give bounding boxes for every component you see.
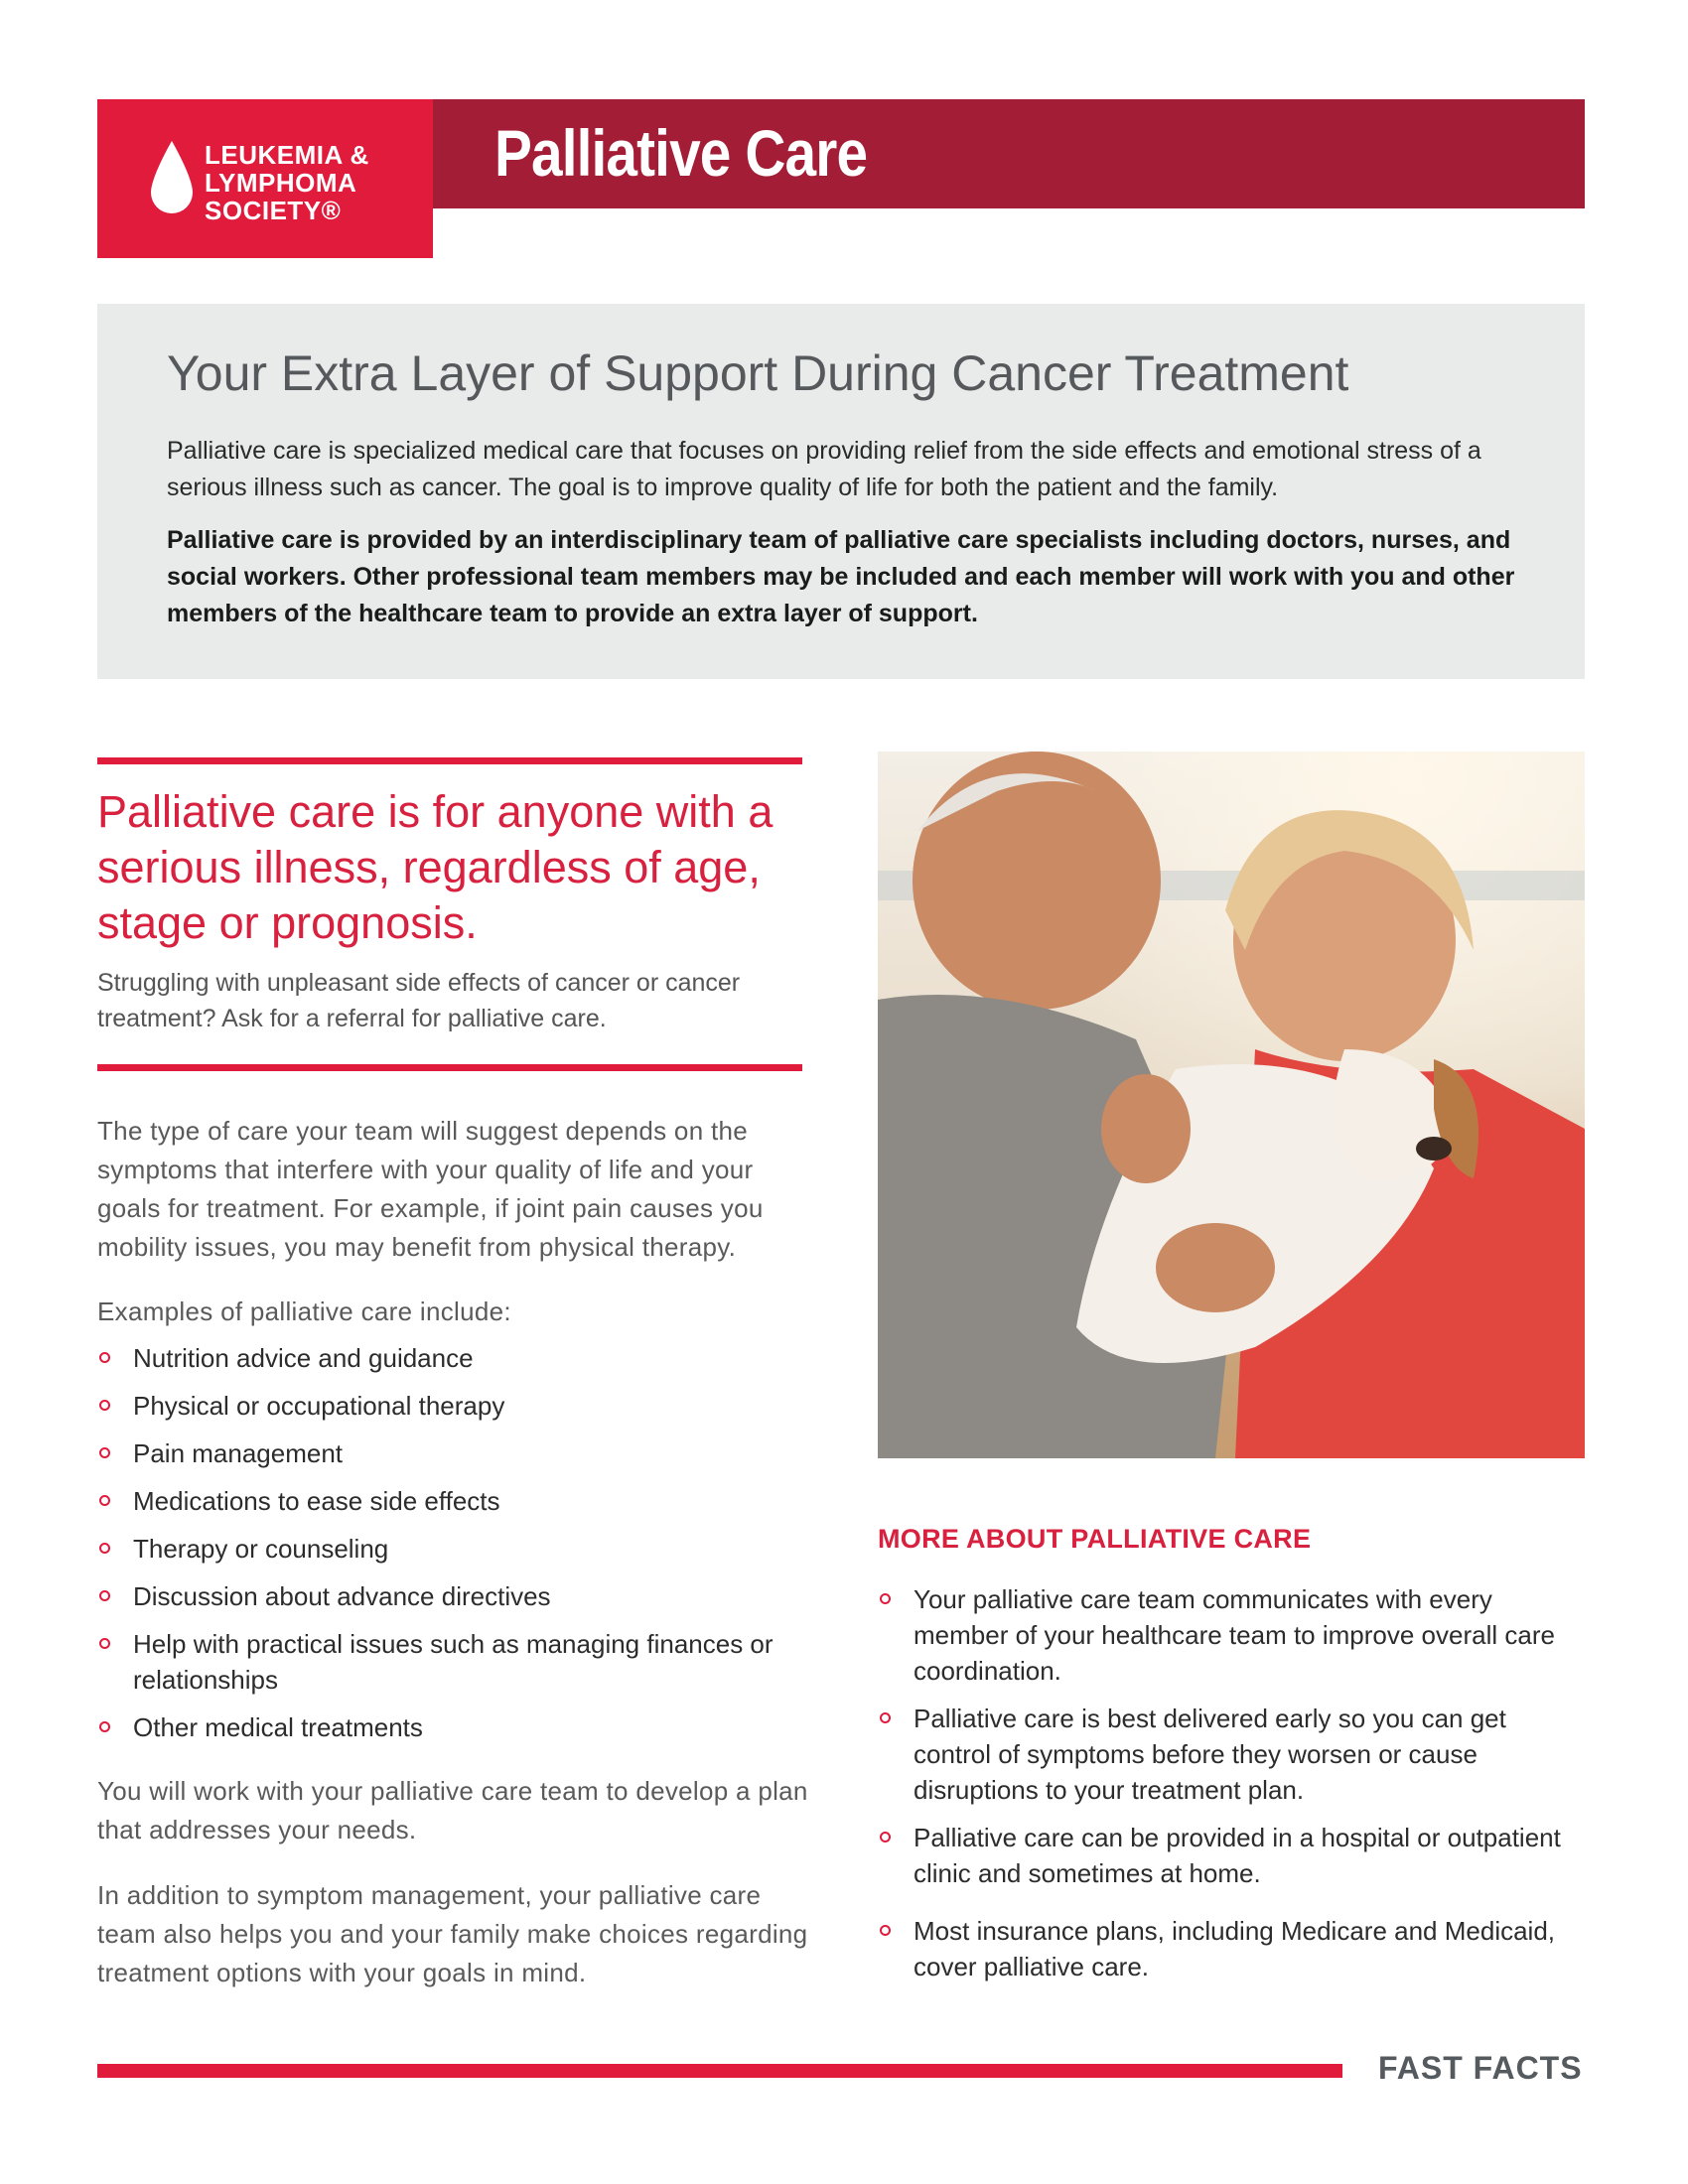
callout-top-rule — [97, 757, 802, 764]
intro-paragraph-1: Palliative care is specialized medical care that focuses on providing relief from the side effects and emotional stress of a serious illness such as cancer. The goal is to improve quality of life for both the patient and the family. — [167, 437, 1481, 501]
list-item-text: Discussion about advance directives — [133, 1581, 551, 1611]
footer-rule — [97, 2064, 1342, 2078]
list-item-text: Nutrition advice and guidance — [133, 1343, 474, 1373]
circle-bullet-icon — [880, 1832, 891, 1843]
callout-bottom-rule — [97, 1064, 802, 1071]
fast-facts-label: FAST FACTS — [1378, 2050, 1583, 2086]
circle-bullet-icon — [880, 1925, 891, 1936]
circle-bullet-icon — [99, 1495, 110, 1506]
list-item-text: Medications to ease side effects — [133, 1486, 500, 1516]
couple-with-dog-photo — [878, 751, 1585, 1458]
intro-paragraph-2: Palliative care is provided by an interdisciplinary team of palliative care specialists including doctors, nurses, and social workers. Other professional team members may be included and each member will work with you and other members of the healthcare team to provide an extra layer of support. — [167, 526, 1515, 627]
circle-bullet-icon — [99, 1352, 110, 1363]
logo-line-2: LYMPHOMA — [205, 168, 357, 198]
photo-illustration — [878, 751, 1585, 1458]
callout-heading: Palliative care is for anyone with a serious illness, regardless of age, stage or prognosis. — [97, 786, 774, 948]
care-type-paragraph: The type of care your team will suggest depends on the symptoms that interfere with your quality of life and your goals for treatment. For example, if joint pain causes you mobility issues, you may benefit from physical therapy. — [97, 1116, 764, 1262]
circle-bullet-icon — [99, 1447, 110, 1458]
circle-bullet-icon — [99, 1590, 110, 1601]
list-item — [878, 1913, 1585, 1984]
list-item — [97, 1578, 812, 1614]
list-item-text: Your palliative care team communicates with every member of your healthcare team to improve overall care coordination. — [914, 1584, 1555, 1686]
work-with-team-paragraph: You will work with your palliative care team to develop a plan that addresses your needs. — [97, 1776, 808, 1844]
logo-line-3: SOCIETY® — [205, 196, 342, 225]
more-about-list — [878, 1581, 1585, 1996]
list-item — [878, 1581, 1585, 1689]
list-item-text: Pain management — [133, 1438, 344, 1468]
blood-drop-icon — [149, 139, 195, 218]
circle-bullet-icon — [880, 1712, 891, 1723]
list-item-text: Palliative care is best delivered early so you can get control of symptoms before they worsen or cause disruptions to your treatment plan. — [914, 1704, 1506, 1805]
intro-box — [97, 304, 1585, 679]
circle-bullet-icon — [99, 1543, 110, 1554]
list-item-text: Physical or occupational therapy — [133, 1391, 505, 1421]
list-item — [878, 1701, 1585, 1808]
list-item-text: Most insurance plans, including Medicare and Medicaid, cover palliative care. — [914, 1916, 1556, 1981]
circle-bullet-icon — [99, 1638, 110, 1649]
examples-list — [97, 1340, 812, 1757]
circle-bullet-icon — [880, 1593, 891, 1604]
logo-block — [97, 99, 433, 258]
list-item — [97, 1340, 812, 1376]
examples-intro: Examples of palliative care include: — [97, 1297, 511, 1326]
circle-bullet-icon — [99, 1400, 110, 1411]
logo-line-1: LEUKEMIA & — [205, 140, 369, 170]
list-item — [97, 1531, 812, 1567]
list-item-text: Therapy or counseling — [133, 1534, 389, 1564]
page-title: Palliative Care — [494, 116, 868, 190]
list-item-text: Help with practical issues such as managing finances or relationships — [133, 1629, 774, 1695]
symptom-management-paragraph: In addition to symptom management, your palliative care team also helps you and your family make choices regarding treatment options with your goals in mind. — [97, 1880, 808, 1987]
more-about-heading: MORE ABOUT PALLIATIVE CARE — [878, 1524, 1312, 1554]
list-item-text: Palliative care can be provided in a hospital or outpatient clinic and sometimes at home. — [914, 1823, 1561, 1888]
circle-bullet-icon — [99, 1721, 110, 1732]
list-item — [97, 1483, 812, 1519]
organization-logo-text — [205, 141, 369, 224]
list-item — [97, 1435, 812, 1471]
list-item — [97, 1709, 812, 1745]
list-item — [97, 1388, 812, 1424]
title-bar — [433, 99, 1585, 208]
callout-subtext: Struggling with unpleasant side effects of cancer or cancer treatment? Ask for a referral for palliative care. — [97, 969, 741, 1032]
list-item — [97, 1626, 812, 1698]
intro-heading: Your Extra Layer of Support During Cancer Treatment — [167, 345, 1349, 401]
list-item — [878, 1820, 1585, 1891]
list-item-text: Other medical treatments — [133, 1712, 423, 1742]
